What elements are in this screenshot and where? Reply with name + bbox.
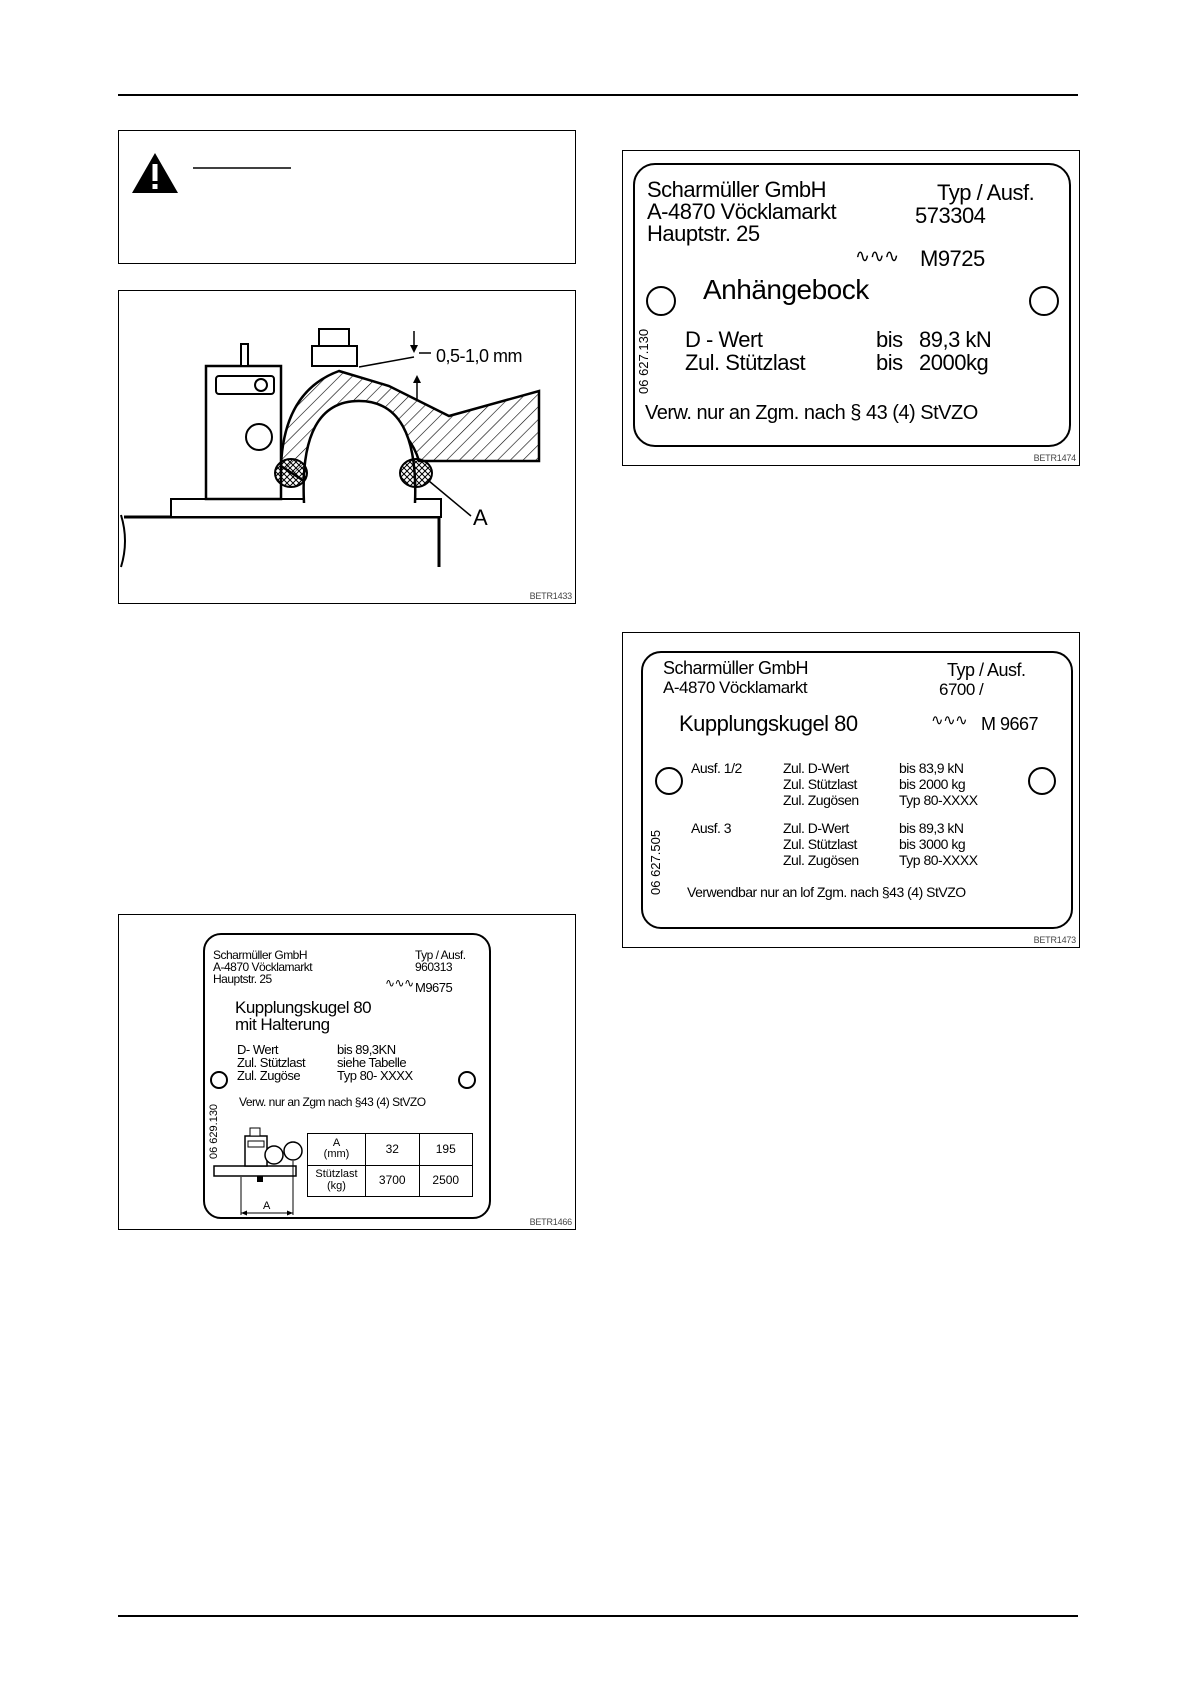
ausf3-spec-name: Zul. D-Wert: [783, 820, 849, 836]
mounting-hole-right: [458, 1071, 476, 1089]
header-rule: [118, 94, 1078, 96]
plate-usage: Verw. nur an Zgm. nach § 43 (4) StVZO: [645, 402, 978, 424]
plate-spec-name: Zul. Stützlast: [237, 1055, 306, 1070]
plate-spec1-name: D - Wert: [685, 327, 763, 352]
mounting-hole-left: [210, 1071, 228, 1089]
warning-triangle-icon: [119, 131, 577, 265]
plate-wave-mark: ∿∿∿: [931, 712, 968, 729]
plate-model: M 9667: [981, 714, 1039, 734]
coupling-cross-section-drawing: [119, 291, 577, 605]
ausf12-spec-name: Zul. Zugösen: [783, 792, 859, 808]
plate-usage: Verw. nur an Zgm nach §43 (4) StVZO: [239, 1095, 426, 1109]
plate-spec-value: Typ 80- XXXX: [337, 1068, 413, 1083]
table-row-label: A (mm): [308, 1134, 366, 1166]
mounting-hole-right: [1028, 767, 1056, 795]
gap-dimension-label: 0,5-1,0 mm: [436, 346, 523, 366]
plate-title-line1: Kupplungskugel 80: [235, 998, 372, 1017]
figure-id: BETR1474: [1033, 453, 1076, 463]
plate-street: Hauptstr. 25: [213, 972, 272, 986]
plate-address: A-4870 Vöcklamarkt: [647, 199, 837, 224]
plate-typ-value: 960313: [415, 960, 453, 974]
table-row: [308, 1134, 473, 1166]
table-cell: 195: [419, 1134, 473, 1166]
figure-id: BETR1466: [529, 1217, 572, 1227]
figure-betr1473: [622, 632, 1080, 948]
table-row-label: Stützlast (kg): [308, 1165, 366, 1197]
part-a-label: A: [473, 505, 488, 530]
table-cell: 32: [366, 1134, 420, 1166]
ausf3-spec-name: Zul. Zugösen: [783, 852, 859, 868]
plate-typ-label: Typ / Ausf.: [947, 660, 1026, 680]
plate-wave-mark: ∿∿∿: [385, 976, 414, 990]
table-cell: 2500: [419, 1165, 473, 1197]
figure-betr1433: [118, 290, 576, 604]
plate-spec-value: bis 89,3KN: [337, 1042, 396, 1057]
plate-title: Anhängebock: [703, 274, 869, 305]
figure-id: BETR1473: [1033, 935, 1076, 945]
plate-street: Hauptstr. 25: [647, 221, 760, 246]
table-cell: 3700: [366, 1165, 420, 1197]
plate-address: A-4870 Vöcklamarkt: [663, 678, 808, 697]
load-table: [307, 1133, 473, 1197]
plate-typ-label: Typ / Ausf.: [415, 948, 466, 962]
plate-spec1-value: 89,3 kN: [919, 327, 992, 352]
ausf12-spec-name: Zul. D-Wert: [783, 760, 849, 776]
warning-box: [118, 130, 576, 264]
plate-spec2-bis: bis: [876, 350, 903, 375]
ausf12-spec-value: Typ 80-XXXX: [899, 792, 978, 808]
figure-betr1466: [118, 914, 576, 1230]
plate-part-number: 06 629.130: [208, 1103, 220, 1159]
ausf3-label: Ausf. 3: [691, 820, 732, 836]
plate-spec-name: Zul. Zugöse: [237, 1068, 301, 1083]
plate-title: Kupplungskugel 80: [679, 711, 858, 736]
mounting-hole-right: [1029, 286, 1059, 316]
plate-typ-value: 6700 /: [939, 680, 984, 699]
dimension-a-label: A: [263, 1200, 270, 1212]
ausf3-spec-value: bis 3000 kg: [899, 836, 966, 852]
ausf3-spec-name: Zul. Stützlast: [783, 836, 857, 852]
footer-rule: [118, 1615, 1078, 1617]
plate-spec1-bis: bis: [876, 327, 903, 352]
ausf3-spec-value: bis 89,3 kN: [899, 820, 964, 836]
table-row: [308, 1165, 473, 1197]
ausf12-spec-value: bis 83,9 kN: [899, 760, 964, 776]
mounting-hole-left: [655, 767, 683, 795]
plate-spec2-value: 2000kg: [919, 350, 989, 375]
plate-usage: Verwendbar nur an lof Zgm. nach §43 (4) StVZO: [687, 884, 966, 900]
plate-typ-label: Typ / Ausf.: [937, 180, 1035, 205]
plate-part-number: 06 627.505: [648, 829, 663, 895]
plate-company: Scharmüller GmbH: [647, 177, 827, 202]
ausf12-spec-value: bis 2000 kg: [899, 776, 966, 792]
ausf12-label: Ausf. 1/2: [691, 760, 742, 776]
plate-spec-name: D- Wert: [237, 1042, 279, 1057]
plate-spec2-name: Zul. Stützlast: [685, 350, 806, 375]
plate-model: M9725: [920, 246, 985, 271]
ausf3-spec-value: Typ 80-XXXX: [899, 852, 978, 868]
plate-wave-mark: ∿∿∿: [855, 246, 899, 266]
plate-title-line2: mit Halterung: [235, 1015, 330, 1034]
ausf12-spec-name: Zul. Stützlast: [783, 776, 857, 792]
plate-typ-value: 573304: [915, 203, 986, 228]
mounting-hole-left: [646, 286, 676, 316]
figure-betr1474: [622, 150, 1080, 466]
plate-model: M9675: [415, 980, 453, 995]
plate-address: A-4870 Vöcklamarkt: [213, 960, 313, 974]
figure-id: BETR1433: [529, 591, 572, 601]
plate-spec-value: siehe Tabelle: [337, 1055, 407, 1070]
plate-company: Scharmüller GmbH: [663, 658, 809, 678]
plate-company: Scharmüller GmbH: [213, 948, 308, 962]
plate-part-number: 06 627.130: [636, 328, 651, 394]
